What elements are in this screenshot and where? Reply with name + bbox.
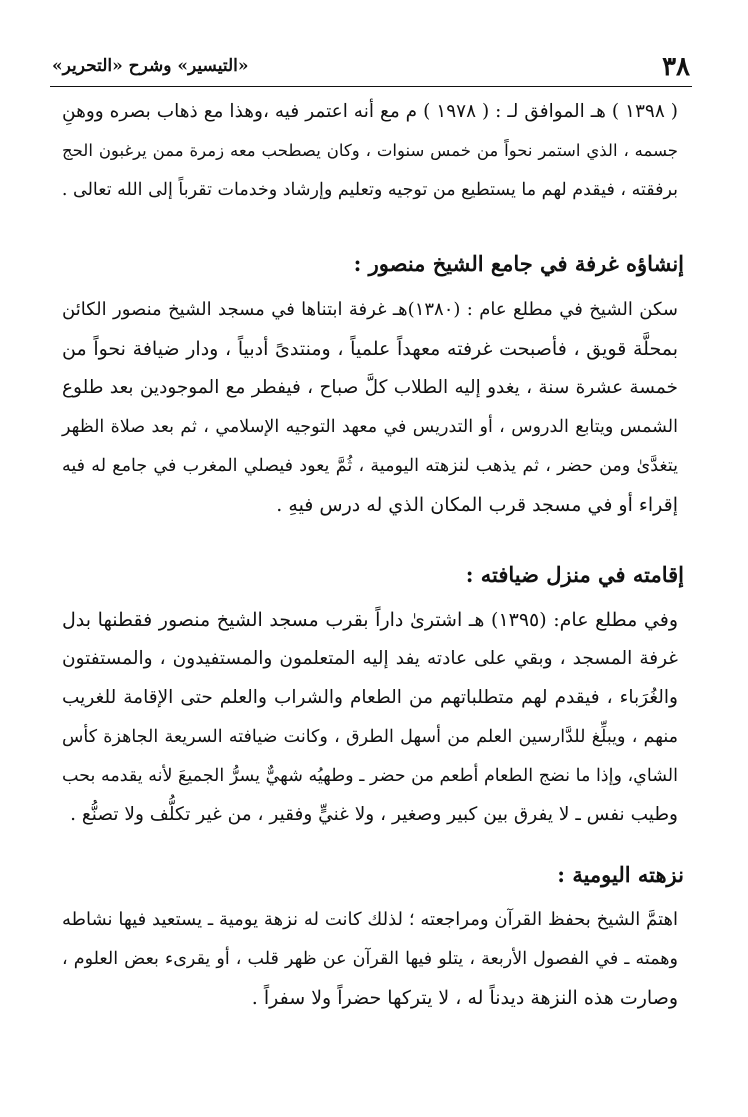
text-line: يتغدَّىٰ ومن حضر ، ثم يذهب لنزهته اليومية ، ثُمَّ يعود فيصلي المغرب في جامع له فيه bbox=[62, 456, 678, 476]
text-line: الشاي، وإذا ما نضج الطعام أطعم من حضر ـ وطهيُه شهيٌّ يسرُّ الجميعَ لأنه يقدمه بحب bbox=[62, 766, 678, 786]
text-line: غرفة المسجد ، وبقي على عادته يفد إليه المتعلمون والمستفيدون ، والمستفتون bbox=[62, 648, 678, 669]
text-line: بمحلَّة قويق ، فأصبحت غرفته معهداً علمياً ، ومنتدىً أدبياً ، ودار ضيافة نحواً من bbox=[62, 338, 678, 360]
text-line: الشمس ويتابع الدروس ، أو التدريس في معهد التوجيه الإسلامي ، ثم بعد صلاة الظهر bbox=[62, 417, 678, 437]
section-heading: إنشاؤه غرفة في جامع الشيخ منصور : bbox=[353, 251, 684, 276]
text-line: برفقته ، فيقدم لهم ما يستطيع من توجيه وتعليم وإرشاد وخدمات تقرباً إلى الله تعالى . bbox=[61, 180, 678, 200]
text-line: والغُرَباء ، فيقدم لهم متطلباتهم من الطعام والشراب والعلم حتى الإقامة للغريب bbox=[62, 687, 678, 708]
text-line: جسمه ، الذي استمر نحواً من خمس سنوات ، وكان يصطحب معه زمرة ممن يرغبون الحج bbox=[62, 141, 678, 160]
text-line: وصارت هذه النزهة ديدناً له ، لا يتركها حضراً ولا سفراً . bbox=[251, 987, 678, 1009]
section-heading: نزهته اليومية : bbox=[557, 862, 684, 887]
page-number: ٣٨ bbox=[662, 52, 690, 82]
book-title: «التيسير» وشرح «التحرير» bbox=[52, 56, 249, 76]
text-line: خمسة عشرة سنة ، يغدو إليه الطلاب كلَّ صباح ، فيفطر مع الموجودين بعد طلوع bbox=[62, 377, 678, 398]
section-heading: إقامته في منزل ضيافته : bbox=[465, 562, 684, 587]
text-line: اهتمَّ الشيخ بحفظ القرآن ومراجعته ؛ لذلك كانت له نزهة يومية ـ يستعيد فيها نشاطه bbox=[62, 909, 678, 930]
header-rule bbox=[50, 86, 692, 87]
text-line: إقراء أو في مسجد قرب المكان الذي له درس فيهِ . bbox=[276, 494, 678, 516]
text-line: وفي مطلع عام: (١٣٩٥) هـ اشترىٰ داراً بقرب مسجد الشيخ منصور فقطنها بدل bbox=[62, 609, 678, 631]
running-header bbox=[52, 50, 690, 82]
text-line: وهمته ـ في الفصول الأربعة ، يتلو فيها القرآن عن ظهر قلب ، أو يقرىء بعض العلوم ، bbox=[62, 949, 678, 969]
text-line: وطيب نفس ـ لا يفرق بين كبير وصغير ، ولا غنيٍّ وفقير ، من غير تكلُّف ولا تصنُّع . bbox=[70, 804, 678, 825]
text-line: سكن الشيخ في مطلع عام : (١٣٨٠)هـ غرفة ابتناها في مسجد الشيخ منصور الكائن bbox=[62, 299, 678, 320]
text-line: ( ١٣٩٨ ) هـ الموافق لـ : ( ١٩٧٨ ) م مع أنه اعتمر فيه ،وهذا مع ذهاب بصره ووهنِ bbox=[62, 101, 678, 122]
text-line: منهم ، ويبلِّغ للدَّارسين العلم من أسهل الطرق ، وكانت ضيافته السريعة الجاهزة كأس bbox=[62, 727, 678, 747]
